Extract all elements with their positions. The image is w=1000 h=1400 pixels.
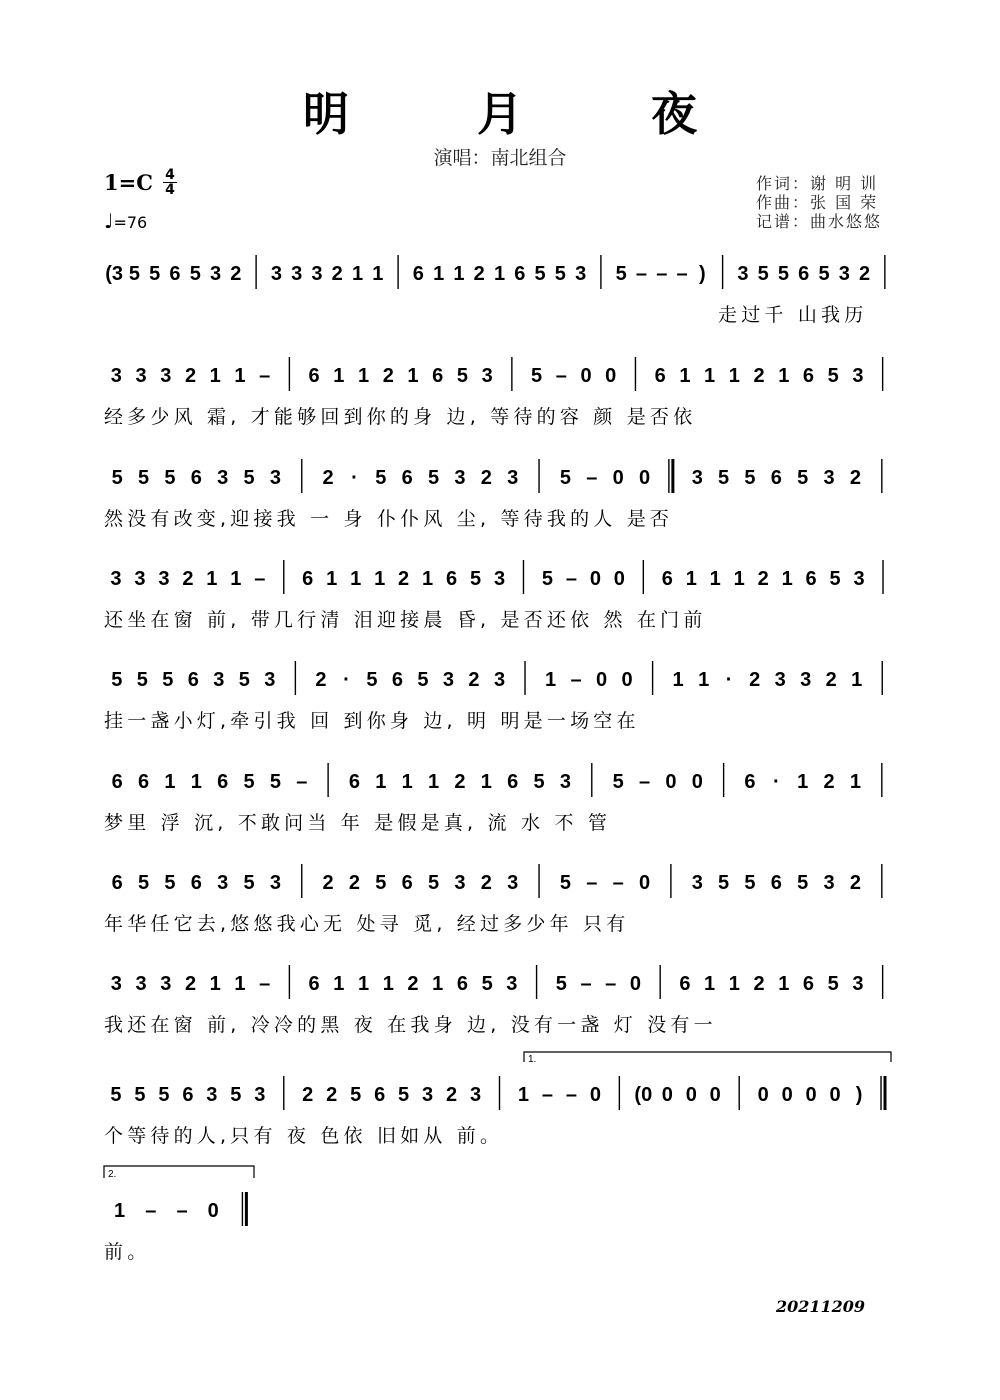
note: 5 (137, 467, 150, 489)
note: – (145, 1200, 157, 1222)
note: 1 (685, 568, 697, 590)
note: 6 (308, 365, 320, 387)
note: 2 (825, 669, 837, 691)
note: – (612, 872, 624, 894)
note: 6 (190, 467, 202, 489)
note: 5 (554, 263, 566, 285)
note: · (725, 669, 733, 691)
note: 5 (797, 872, 809, 894)
note: 6 (744, 771, 756, 793)
note: 6 (679, 973, 691, 995)
note: – (676, 263, 688, 285)
note: 6 (798, 263, 810, 285)
note: 0 (709, 1084, 721, 1106)
volta-bracket (524, 1052, 891, 1062)
note: 3 (269, 467, 281, 489)
note: 1 (333, 973, 345, 995)
note: 3 (206, 1084, 218, 1106)
note: 5 (375, 467, 387, 489)
note: 2 (445, 1084, 458, 1106)
note: 3 (506, 973, 518, 995)
note: 1 (382, 973, 394, 995)
note: 2 (184, 973, 197, 995)
note: 5 (110, 1084, 122, 1106)
note: 3 (454, 872, 466, 894)
note: 2 (184, 365, 197, 387)
note: – (638, 771, 651, 793)
note: 6 (111, 771, 123, 793)
note: 1 (422, 568, 434, 590)
note: 5 (238, 669, 250, 691)
note: 6 (802, 365, 815, 387)
note: 3 (110, 568, 122, 590)
note: 1 (704, 365, 716, 387)
note: 0 (629, 973, 642, 995)
note: 1 (114, 1200, 126, 1222)
note: (3 (105, 263, 124, 285)
note: 6 (348, 771, 361, 793)
note: 1 (351, 263, 364, 285)
note: 6 (412, 263, 424, 285)
note: 2 (753, 973, 765, 995)
note: 3 (852, 365, 864, 387)
note: 3 (135, 365, 147, 387)
note: 0 (757, 1084, 769, 1106)
note: 5 (744, 467, 756, 489)
note: 5 (744, 872, 756, 894)
note: – (565, 568, 577, 590)
note: 1 (679, 365, 691, 387)
note: 5 (428, 872, 440, 894)
note: 1 (164, 771, 176, 793)
lyric-line: 年华任它去,悠悠我心无 处寻 觅, 经过多少年 只有 (104, 913, 630, 935)
note: 2 (454, 771, 466, 793)
note: 3 (110, 973, 122, 995)
note: 5 (555, 973, 567, 995)
note: 5 (481, 973, 493, 995)
note: 1 (428, 771, 440, 793)
note: 3 (209, 263, 222, 285)
note: 3 (823, 872, 835, 894)
note: 1 (672, 669, 684, 691)
note: 1 (544, 669, 557, 691)
note: 6 (391, 669, 403, 691)
note: 1 (357, 973, 370, 995)
note: 3 (110, 365, 122, 387)
note: 0 (605, 365, 617, 387)
note: 1 (209, 365, 221, 387)
note: 1 (698, 669, 710, 691)
note: · (351, 467, 358, 489)
lyric-line: 挂一盏小灯,牵引我 回 到你身 边, 明 明是一场空在 (104, 710, 640, 732)
note: 1 (230, 568, 242, 590)
note: 3 (454, 467, 466, 489)
note: 1 (190, 771, 202, 793)
note: 0 (805, 1084, 817, 1106)
note: 6 (507, 771, 519, 793)
note: 6 (802, 973, 815, 995)
note: – (296, 771, 308, 793)
note: 3 (160, 365, 172, 387)
note: 0 (621, 669, 633, 691)
note: – (580, 973, 592, 995)
note: 2 (480, 467, 492, 489)
note: 6 (432, 365, 444, 387)
note: 0 (589, 568, 601, 590)
note: 6 (401, 872, 413, 894)
note: – (555, 365, 567, 387)
note: – (541, 1084, 554, 1106)
note: 3 (853, 568, 865, 590)
note: 0 (638, 467, 651, 489)
note: 1 (733, 568, 745, 590)
lyric-line: 个等待的人,只有 夜 色依 旧如从 前。 (104, 1125, 504, 1147)
note: 2 (849, 872, 862, 894)
note: 1 (480, 771, 492, 793)
note: 3 (217, 872, 229, 894)
note: 6 (514, 263, 526, 285)
double-barline (242, 1192, 246, 1226)
note: 5 (375, 872, 387, 894)
note: 0 (829, 1084, 841, 1106)
note: 0 (781, 1084, 793, 1106)
note: 2 (757, 568, 769, 590)
note: 5 (417, 669, 429, 691)
note: 3 (291, 263, 303, 285)
note: 5 (777, 263, 790, 285)
song-title: 明 月 夜 (302, 87, 754, 141)
note: 2 (348, 872, 361, 894)
lyric-line: 然没有改变,迎接我 一 身 仆仆风 尘, 等待我的人 是否 (104, 508, 674, 530)
note: 2 (823, 771, 835, 793)
note: 1 (849, 771, 862, 793)
note: 3 (469, 1084, 482, 1106)
note: 5 (111, 669, 123, 691)
note: 6 (111, 872, 123, 894)
note: 6 (805, 568, 817, 590)
note: 1 (372, 263, 384, 285)
note: 6 (169, 263, 181, 285)
note: 3 (442, 669, 455, 691)
note: 5 (718, 467, 730, 489)
note: 3 (691, 872, 703, 894)
composer-credit: 作曲：张 国 荣 (756, 193, 879, 212)
note: 1 (851, 669, 863, 691)
note: 1 (797, 771, 809, 793)
transcription-date: 20211209 (776, 1297, 866, 1316)
lyric-line: 梦里 浮 沉, 不敢问当 年 是假是真, 流 水 不 管 (104, 812, 612, 834)
transcriber-credit: 记谱：曲水悠悠 (756, 212, 883, 231)
note: 1 (333, 365, 345, 387)
note: 5 (136, 669, 148, 691)
note: 5 (162, 669, 174, 691)
note: 0 (613, 568, 625, 590)
note: 2 (302, 1084, 314, 1106)
note: 3 (270, 263, 282, 285)
lyric-line: 还坐在窗 前, 带几行清 泪迎接晨 昏, 是否还依 然 在门前 (104, 609, 707, 631)
note: 5 (428, 467, 440, 489)
note: 1 (432, 973, 444, 995)
note: 2 (849, 467, 862, 489)
volta-label: 1. (528, 1054, 537, 1065)
note: 5 (158, 1084, 170, 1106)
note: 0 (661, 1084, 673, 1106)
lyric-line: 前。 (104, 1241, 151, 1263)
note: 5 (350, 1084, 362, 1106)
note: 5 (533, 771, 545, 793)
note: 0 (596, 669, 608, 691)
note: 2 (480, 872, 492, 894)
note: 5 (230, 1084, 242, 1106)
note: 3 (158, 568, 170, 590)
time-signature-top: 4 (165, 167, 175, 183)
note: 3 (774, 669, 786, 691)
key-signature: 1=C (104, 170, 153, 195)
note: 5 (829, 568, 841, 590)
note: 5 (134, 1084, 146, 1106)
note: 3 (838, 263, 850, 285)
note: 6 (445, 568, 458, 590)
note: 6 (190, 872, 202, 894)
note: 3 (135, 973, 147, 995)
note: 5 (243, 872, 255, 894)
note: 2 (753, 365, 765, 387)
note: 6 (217, 771, 229, 793)
note: 1 (374, 568, 386, 590)
note: 0 (691, 771, 703, 793)
note: 6 (770, 467, 782, 489)
note: 6 (654, 365, 666, 387)
note: 5 (469, 568, 482, 590)
note: 2 (322, 872, 334, 894)
note: – (570, 669, 582, 691)
note: 3 (691, 467, 703, 489)
double-barline (669, 459, 673, 493)
note: 5 (164, 467, 176, 489)
time-signature-bottom: 4 (165, 182, 175, 198)
performer-line: 演唱：南北组合 (433, 147, 567, 169)
note: 2 (322, 467, 334, 489)
note: 2 (398, 568, 410, 590)
note: 5 (269, 771, 281, 793)
note: 3 (422, 1084, 434, 1106)
note: (0 (634, 1084, 653, 1106)
note: 3 (160, 973, 172, 995)
note: 1 (453, 263, 465, 285)
note: 6 (302, 568, 314, 590)
note: 3 (213, 669, 225, 691)
note: 6 (661, 568, 673, 590)
note: 5 (534, 263, 546, 285)
note: 0 (638, 872, 651, 894)
note: 5 (111, 467, 123, 489)
note: 5 (559, 872, 571, 894)
note: 0 (665, 771, 677, 793)
note: 3 (217, 467, 229, 489)
note: 3 (823, 467, 835, 489)
note: 5 (137, 872, 150, 894)
note: 2 (315, 669, 327, 691)
note: 3 (134, 568, 146, 590)
lyric-line: 经多少风 霜, 才能够回到你的身 边, 等待的容 颜 是否依 (104, 406, 697, 428)
note: 2 (749, 669, 761, 691)
note: 5 (615, 263, 627, 285)
note: 3 (311, 263, 323, 285)
note: 6 (182, 1084, 194, 1106)
note: 3 (507, 872, 519, 894)
note: 6 (456, 973, 468, 995)
note: 5 (149, 263, 161, 285)
note: 6 (308, 973, 320, 995)
note: 2 (182, 568, 194, 590)
note: 0 (207, 1200, 219, 1222)
note: 0 (612, 467, 624, 489)
note: 3 (575, 263, 587, 285)
note: 5 (827, 973, 839, 995)
note: 1 (493, 263, 506, 285)
note: 5 (757, 263, 769, 285)
note: 1 (206, 568, 218, 590)
note: 3 (507, 467, 519, 489)
note: – (586, 467, 598, 489)
note: 1 (407, 365, 419, 387)
note: 2 (407, 973, 419, 995)
note: 5 (128, 263, 140, 285)
note: 5 (243, 467, 255, 489)
lyric-line: 走过千 山我历 (718, 304, 868, 326)
note: 5 (398, 1084, 410, 1106)
note: 1 (401, 771, 413, 793)
note: 5 (189, 263, 201, 285)
note: – (259, 973, 271, 995)
note: · (773, 771, 780, 793)
note: 1 (517, 1084, 530, 1106)
note: 2 (473, 263, 485, 285)
note: 1 (781, 568, 793, 590)
note: 5 (164, 872, 176, 894)
note: 6 (187, 669, 199, 691)
note: – (176, 1200, 188, 1222)
note: 1 (709, 568, 721, 590)
volta-label: 2. (108, 1169, 117, 1180)
note: – (586, 872, 598, 894)
note: 3 (800, 669, 812, 691)
double-barline (881, 1076, 885, 1110)
lyricist-credit: 作词：谢 明 训 (756, 174, 879, 193)
note: 3 (737, 263, 749, 285)
note: 5 (827, 365, 839, 387)
note: 1 (357, 365, 370, 387)
note: 2 (382, 365, 394, 387)
note: 6 (137, 771, 150, 793)
note: 2 (468, 669, 480, 691)
note: 6 (401, 467, 413, 489)
note: – (254, 568, 266, 590)
note: 5 (456, 365, 468, 387)
note: 5 (612, 771, 624, 793)
note: 5 (531, 365, 543, 387)
note: – (259, 365, 271, 387)
note: 3 (559, 771, 571, 793)
note: – (565, 1084, 577, 1106)
note: 2 (859, 263, 871, 285)
note: 2 (230, 263, 242, 285)
note: 1 (704, 973, 716, 995)
note: 1 (778, 365, 790, 387)
note: – (656, 263, 668, 285)
note: – (605, 973, 617, 995)
note: 6 (374, 1084, 386, 1106)
note: 1 (326, 568, 338, 590)
note: 0 (589, 1084, 601, 1106)
note: 5 (366, 669, 378, 691)
note: 3 (493, 568, 506, 590)
note: 0 (580, 365, 592, 387)
note: 3 (852, 973, 864, 995)
note: 3 (493, 669, 506, 691)
note: 1 (350, 568, 362, 590)
quarter-note-icon: ♩ (104, 209, 114, 233)
lyric-line: 我还在窗 前, 冷冷的黑 夜 在我身 边, 没有一盏 灯 没有一 (104, 1014, 717, 1036)
note: ) (698, 263, 706, 285)
note: ) (855, 1084, 863, 1106)
note: 0 (685, 1084, 697, 1106)
volta-bracket (104, 1166, 254, 1178)
note: 1 (209, 973, 221, 995)
note: 5 (797, 467, 809, 489)
note: 5 (718, 872, 730, 894)
note: 1 (778, 973, 790, 995)
note: · (343, 669, 350, 691)
note: – (635, 263, 648, 285)
note: 1 (234, 973, 246, 995)
tempo-value: =76 (113, 213, 148, 232)
note: 3 (269, 872, 281, 894)
note: 5 (541, 568, 554, 590)
note: 6 (770, 872, 782, 894)
note: 1 (433, 263, 445, 285)
note: 3 (481, 365, 493, 387)
note: 1 (375, 771, 387, 793)
note: 1 (728, 365, 740, 387)
note: 1 (234, 365, 246, 387)
note: 5 (243, 771, 255, 793)
note: 1 (728, 973, 740, 995)
note: 5 (818, 263, 830, 285)
note: 2 (326, 1084, 338, 1106)
note: 5 (559, 467, 571, 489)
note: 2 (331, 263, 343, 285)
note: 3 (264, 669, 276, 691)
note: 3 (254, 1084, 266, 1106)
